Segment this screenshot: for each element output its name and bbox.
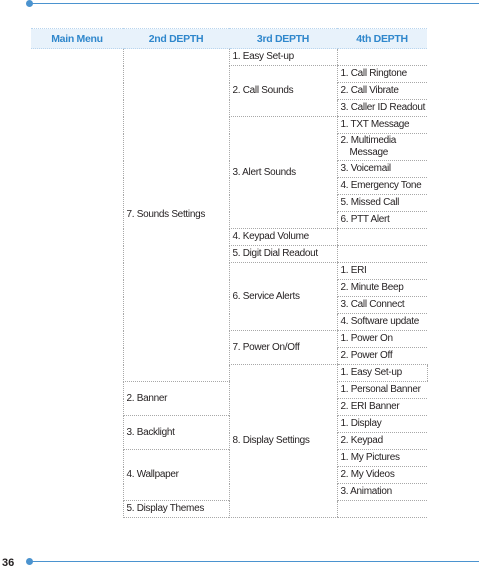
my-pictures: 1. My Pictures	[337, 450, 427, 467]
animation: 3. Animation	[337, 484, 427, 501]
empty-cell	[337, 501, 427, 518]
emergency-tone: 4. Emergency Tone	[337, 178, 427, 195]
multimedia-message: 2. Multimedia Message	[337, 134, 427, 161]
ptt-alert: 6. PTT Alert	[337, 212, 427, 229]
caller-id-readout: 3. Caller ID Readout	[337, 100, 427, 117]
wallpaper: 4. Wallpaper	[123, 450, 229, 501]
keypad-volume: 4. Keypad Volume	[229, 229, 337, 246]
voicemail: 3. Voicemail	[337, 161, 427, 178]
display-easy-setup: 1. Easy Set-up	[337, 365, 427, 382]
digit-dial-readout: 5. Digit Dial Readout	[229, 246, 337, 263]
call-vibrate: 2. Call Vibrate	[337, 83, 427, 100]
power-on: 1. Power On	[337, 331, 427, 348]
header-4th-depth: 4th DEPTH	[337, 29, 427, 49]
my-videos: 2. My Videos	[337, 467, 427, 484]
personal-banner: 1. Personal Banner	[337, 382, 427, 399]
backlight-display: 1. Display	[337, 416, 427, 433]
page-number: 36	[2, 557, 15, 569]
main-menu-cell	[31, 49, 123, 518]
sounds-settings: 7. Sounds Settings	[123, 49, 229, 382]
backlight: 3. Backlight	[123, 416, 229, 450]
menu-tree-table	[31, 28, 427, 518]
table-header-row	[31, 29, 427, 49]
display-settings: 8. Display Settings	[229, 365, 337, 518]
txt-message: 1. TXT Message	[337, 117, 427, 134]
header-3rd-depth: 3rd DEPTH	[229, 29, 337, 49]
call-connect: 3. Call Connect	[337, 297, 427, 314]
header-main-menu: Main Menu	[31, 29, 123, 49]
empty-cell	[337, 246, 427, 263]
banner: 2. Banner	[123, 382, 229, 416]
software-update: 4. Software update	[337, 314, 427, 331]
call-sounds: 2. Call Sounds	[229, 66, 337, 117]
eri: 1. ERI	[337, 263, 427, 280]
empty-cell	[337, 229, 427, 246]
power-off: 2. Power Off	[337, 348, 427, 365]
display-themes: 5. Display Themes	[123, 501, 229, 518]
table-row	[31, 49, 427, 66]
top-rule	[30, 3, 479, 4]
header-2nd-depth: 2nd DEPTH	[123, 29, 229, 49]
backlight-keypad: 2. Keypad	[337, 433, 427, 450]
bottom-rule	[30, 561, 479, 562]
missed-call: 5. Missed Call	[337, 195, 427, 212]
eri-banner: 2. ERI Banner	[337, 399, 427, 416]
alert-sounds: 3. Alert Sounds	[229, 117, 337, 229]
sounds-easy-setup: 1. Easy Set-up	[229, 49, 337, 66]
minute-beep: 2. Minute Beep	[337, 280, 427, 297]
service-alerts: 6. Service Alerts	[229, 263, 337, 331]
power-on-off: 7. Power On/Off	[229, 331, 337, 365]
call-ringtone: 1. Call Ringtone	[337, 66, 427, 83]
empty-cell	[337, 49, 427, 66]
